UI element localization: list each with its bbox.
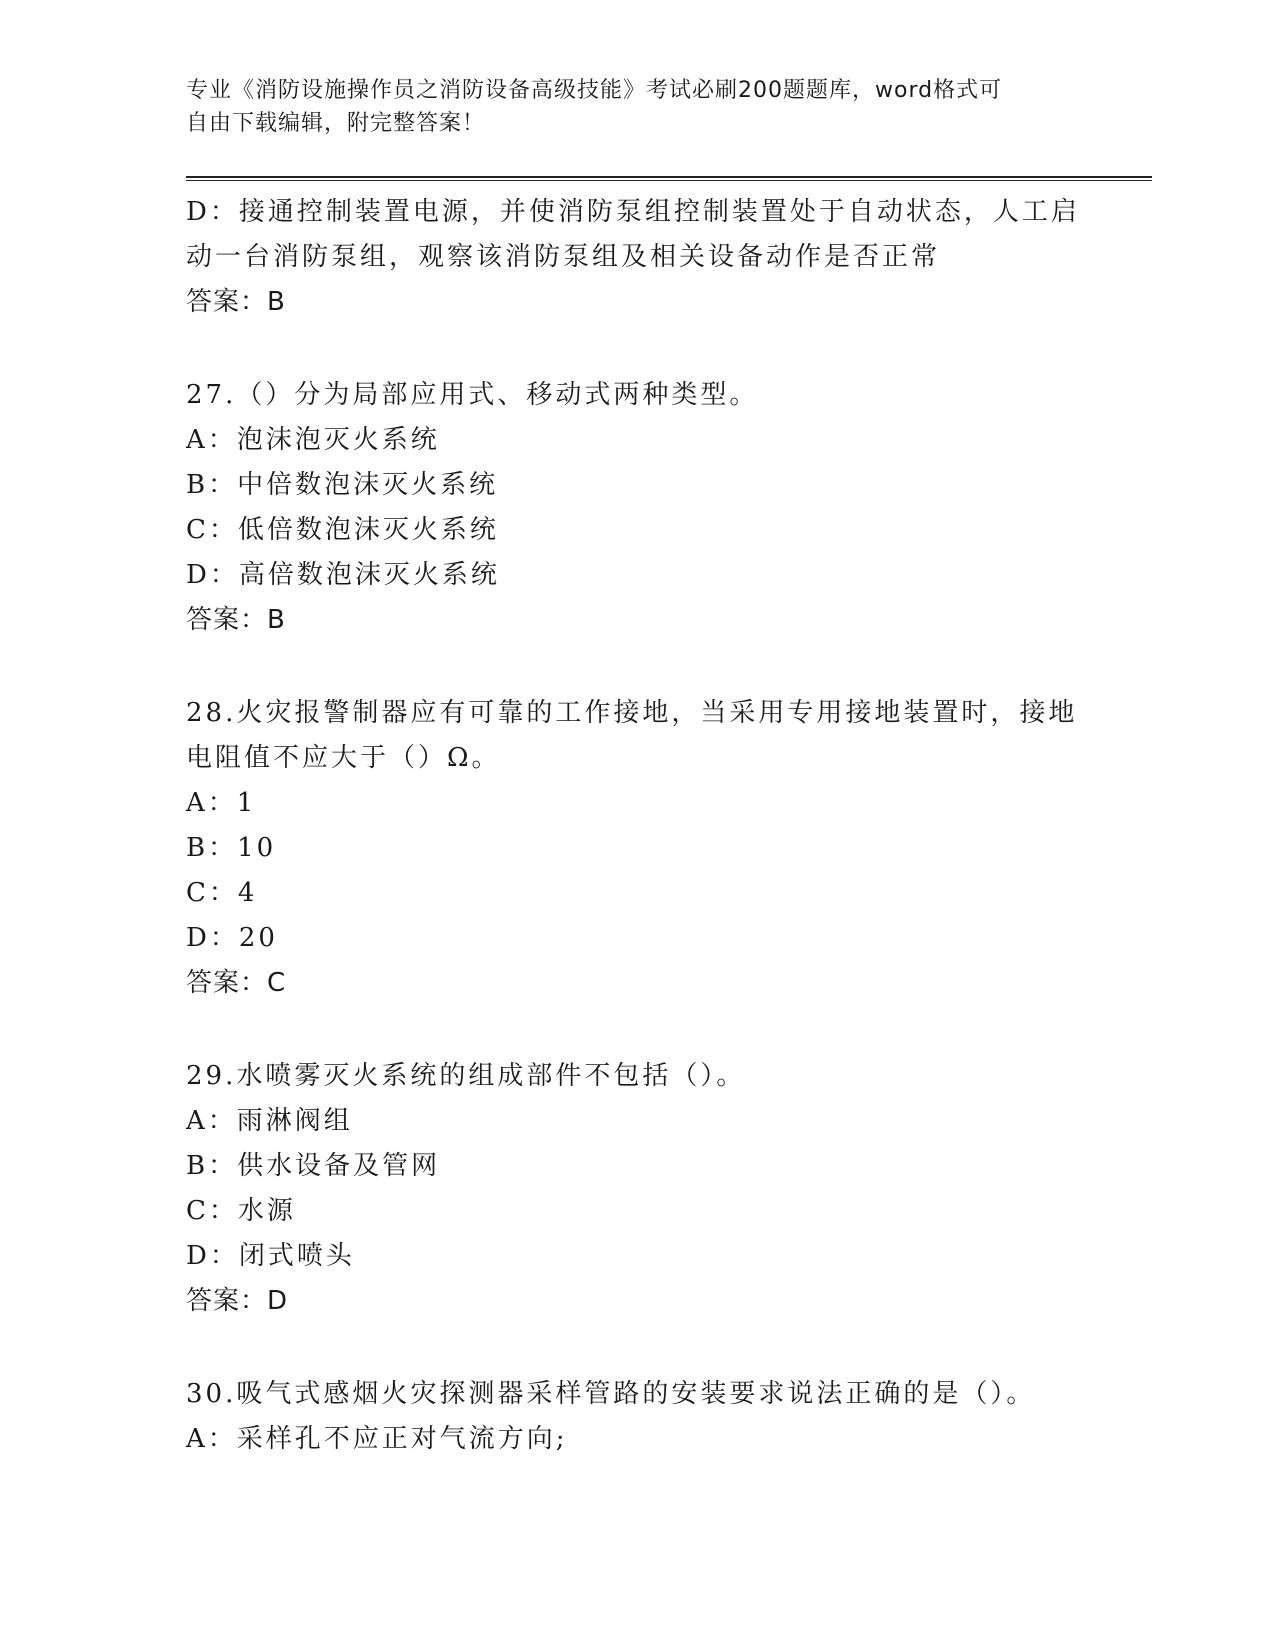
option-c: C：4 <box>186 878 258 908</box>
option-b: B：供水设备及管网 <box>186 1151 441 1181</box>
option-a: A：泡沫泡灭火系统 <box>186 425 440 455</box>
question-stem: 30.吸气式感烟火灾探测器采样管路的安装要求说法正确的是（）。 <box>186 1379 1036 1409</box>
answer-label: 答案：C <box>186 968 287 998</box>
question-list <box>186 190 1086 1462</box>
option-c: C：水源 <box>186 1196 296 1226</box>
answer-label: 答案：B <box>186 287 286 317</box>
option-d: D：20 <box>186 923 278 953</box>
question-28 <box>186 691 1086 1006</box>
question-30 <box>186 1372 1086 1462</box>
option-a: A：1 <box>186 788 257 818</box>
header-title-line-1: 专业《消防设施操作员之消防设备高级技能》考试必刷200题题库，word格式可 <box>186 78 1003 103</box>
option-d: D：闭式喷头 <box>186 1241 355 1271</box>
option-d-line-1: D：接通控制装置电源，并使消防泵组控制装置处于自动状态，人工启 <box>186 197 1080 227</box>
question-stem-line-1: 28.火灾报警制器应有可靠的工作接地，当采用专用接地装置时，接地 <box>186 698 1078 728</box>
header-title-line-2: 自由下载编辑，附完整答案！ <box>186 111 486 136</box>
option-c: C：低倍数泡沫灭火系统 <box>186 515 499 545</box>
question-27 <box>186 373 1086 643</box>
question-stem: 29.水喷雾灭火系统的组成部件不包括（）。 <box>186 1061 746 1091</box>
question-29 <box>186 1054 1086 1324</box>
answer-label: 答案：D <box>186 1286 289 1316</box>
option-a: A：采样孔不应正对气流方向; <box>186 1424 568 1454</box>
question-stem-line-2: 电阻值不应大于（）Ω。 <box>186 743 501 773</box>
option-b: B：10 <box>186 833 277 863</box>
answer-label: 答案：B <box>186 605 286 635</box>
option-a: A：雨淋阀组 <box>186 1106 353 1136</box>
document-header <box>186 74 1066 140</box>
option-b: B：中倍数泡沫灭火系统 <box>186 470 499 500</box>
option-d: D：高倍数泡沫灭火系统 <box>186 560 500 590</box>
option-d-line-2: 动一台消防泵组，观察该消防泵组及相关设备动作是否正常 <box>186 242 941 272</box>
header-divider <box>186 176 1152 181</box>
carryover-block <box>186 190 1086 325</box>
question-stem: 27.（）分为局部应用式、移动式两种类型。 <box>186 380 759 410</box>
